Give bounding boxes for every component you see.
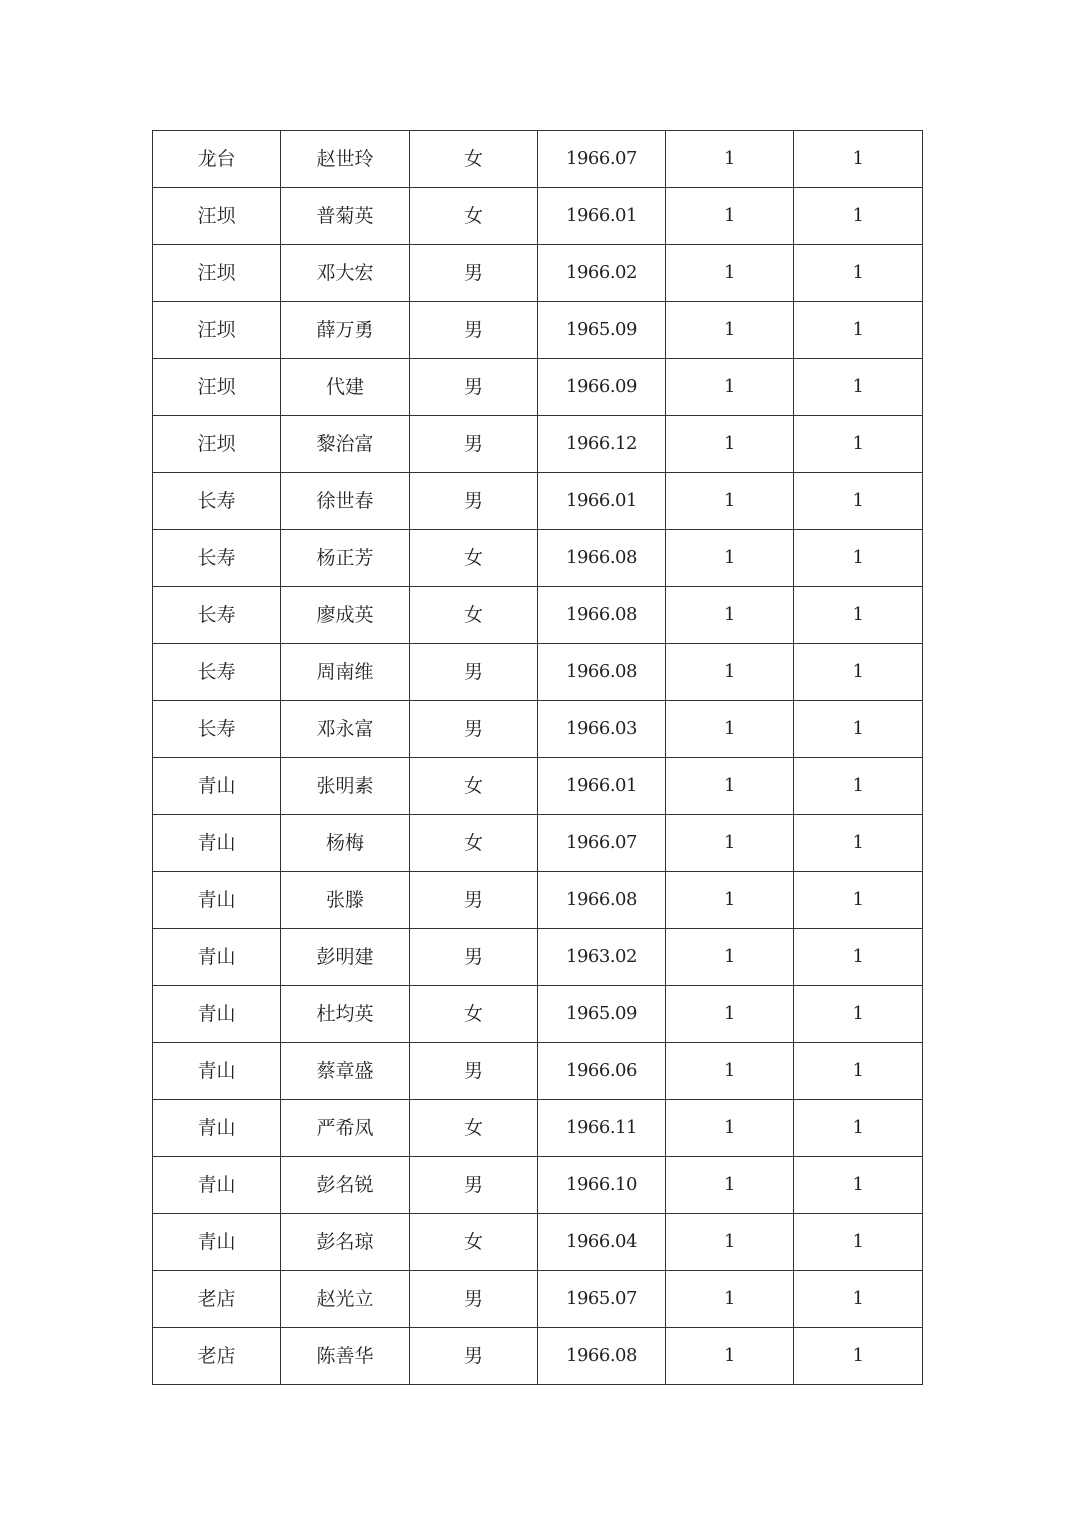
- cell-count-b: 1: [794, 245, 923, 302]
- cell-gender: 男: [410, 1328, 538, 1385]
- cell-birth-date: 1966.08: [538, 587, 666, 644]
- cell-birth-date: 1966.04: [538, 1214, 666, 1271]
- cell-count-a: 1: [666, 587, 794, 644]
- cell-name: 彭名琼: [281, 1214, 410, 1271]
- cell-birth-date: 1963.02: [538, 929, 666, 986]
- cell-birth-date: 1966.07: [538, 131, 666, 188]
- cell-count-b: 1: [794, 587, 923, 644]
- table-row: [153, 359, 923, 416]
- table-row: [153, 1271, 923, 1328]
- cell-gender: 女: [410, 188, 538, 245]
- cell-name: 徐世春: [281, 473, 410, 530]
- cell-name: 赵世玲: [281, 131, 410, 188]
- cell-gender: 男: [410, 644, 538, 701]
- cell-name: 薛万勇: [281, 302, 410, 359]
- cell-township: 长寿: [153, 473, 281, 530]
- cell-gender: 女: [410, 1214, 538, 1271]
- cell-gender: 男: [410, 1271, 538, 1328]
- cell-gender: 男: [410, 1157, 538, 1214]
- cell-count-b: 1: [794, 188, 923, 245]
- table-row: [153, 1157, 923, 1214]
- cell-name: 赵光立: [281, 1271, 410, 1328]
- cell-birth-date: 1966.12: [538, 416, 666, 473]
- cell-count-b: 1: [794, 644, 923, 701]
- table-row: [153, 1100, 923, 1157]
- cell-birth-date: 1966.10: [538, 1157, 666, 1214]
- cell-count-b: 1: [794, 1214, 923, 1271]
- cell-count-a: 1: [666, 644, 794, 701]
- cell-township: 青山: [153, 1214, 281, 1271]
- cell-count-b: 1: [794, 1043, 923, 1100]
- cell-gender: 女: [410, 131, 538, 188]
- cell-birth-date: 1966.08: [538, 872, 666, 929]
- cell-count-b: 1: [794, 701, 923, 758]
- table-row: [153, 245, 923, 302]
- cell-name: 邓永富: [281, 701, 410, 758]
- cell-count-b: 1: [794, 1100, 923, 1157]
- cell-name: 杜均英: [281, 986, 410, 1043]
- table-row: [153, 1214, 923, 1271]
- cell-birth-date: 1965.09: [538, 986, 666, 1043]
- cell-birth-date: 1966.06: [538, 1043, 666, 1100]
- cell-gender: 男: [410, 872, 538, 929]
- cell-gender: 男: [410, 929, 538, 986]
- cell-count-b: 1: [794, 131, 923, 188]
- cell-name: 普菊英: [281, 188, 410, 245]
- cell-name: 邓大宏: [281, 245, 410, 302]
- cell-name: 彭名锐: [281, 1157, 410, 1214]
- cell-township: 青山: [153, 1043, 281, 1100]
- table-row: [153, 701, 923, 758]
- table-row: [153, 986, 923, 1043]
- cell-township: 青山: [153, 1100, 281, 1157]
- cell-township: 青山: [153, 758, 281, 815]
- cell-count-a: 1: [666, 815, 794, 872]
- cell-gender: 女: [410, 758, 538, 815]
- cell-name: 杨梅: [281, 815, 410, 872]
- cell-count-a: 1: [666, 1043, 794, 1100]
- cell-name: 张明素: [281, 758, 410, 815]
- cell-gender: 男: [410, 701, 538, 758]
- cell-township: 汪坝: [153, 188, 281, 245]
- cell-name: 彭明建: [281, 929, 410, 986]
- table-row: [153, 131, 923, 188]
- cell-name: 陈善华: [281, 1328, 410, 1385]
- table-row: [153, 644, 923, 701]
- cell-count-b: 1: [794, 473, 923, 530]
- table-row: [153, 758, 923, 815]
- cell-count-a: 1: [666, 1214, 794, 1271]
- cell-township: 青山: [153, 986, 281, 1043]
- cell-township: 龙台: [153, 131, 281, 188]
- cell-gender: 男: [410, 302, 538, 359]
- cell-birth-date: 1966.01: [538, 758, 666, 815]
- cell-gender: 女: [410, 986, 538, 1043]
- cell-township: 汪坝: [153, 416, 281, 473]
- cell-birth-date: 1965.07: [538, 1271, 666, 1328]
- cell-township: 长寿: [153, 644, 281, 701]
- cell-name: 杨正芳: [281, 530, 410, 587]
- table-row: [153, 1328, 923, 1385]
- cell-name: 黎治富: [281, 416, 410, 473]
- cell-name: 严希凤: [281, 1100, 410, 1157]
- cell-count-a: 1: [666, 131, 794, 188]
- cell-township: 汪坝: [153, 302, 281, 359]
- cell-township: 长寿: [153, 701, 281, 758]
- cell-township: 青山: [153, 1157, 281, 1214]
- cell-gender: 男: [410, 359, 538, 416]
- cell-birth-date: 1966.01: [538, 188, 666, 245]
- cell-township: 青山: [153, 872, 281, 929]
- table-row: [153, 929, 923, 986]
- cell-gender: 男: [410, 416, 538, 473]
- cell-count-a: 1: [666, 245, 794, 302]
- cell-gender: 女: [410, 1100, 538, 1157]
- table-row: [153, 872, 923, 929]
- cell-count-b: 1: [794, 416, 923, 473]
- cell-count-a: 1: [666, 416, 794, 473]
- cell-township: 汪坝: [153, 359, 281, 416]
- cell-birth-date: 1966.09: [538, 359, 666, 416]
- cell-gender: 女: [410, 587, 538, 644]
- cell-count-b: 1: [794, 1271, 923, 1328]
- cell-count-b: 1: [794, 986, 923, 1043]
- cell-township: 老店: [153, 1271, 281, 1328]
- cell-name: 廖成英: [281, 587, 410, 644]
- cell-birth-date: 1966.02: [538, 245, 666, 302]
- cell-count-b: 1: [794, 1157, 923, 1214]
- cell-township: 老店: [153, 1328, 281, 1385]
- cell-count-b: 1: [794, 872, 923, 929]
- cell-birth-date: 1966.01: [538, 473, 666, 530]
- cell-count-a: 1: [666, 530, 794, 587]
- table-row: [153, 530, 923, 587]
- cell-township: 汪坝: [153, 245, 281, 302]
- cell-township: 青山: [153, 929, 281, 986]
- cell-name: 蔡章盛: [281, 1043, 410, 1100]
- cell-count-b: 1: [794, 359, 923, 416]
- cell-birth-date: 1966.08: [538, 644, 666, 701]
- cell-count-a: 1: [666, 1100, 794, 1157]
- cell-count-a: 1: [666, 1328, 794, 1385]
- roster-table-body: [153, 131, 923, 1385]
- cell-township: 长寿: [153, 587, 281, 644]
- table-row: [153, 587, 923, 644]
- cell-gender: 男: [410, 473, 538, 530]
- cell-count-b: 1: [794, 302, 923, 359]
- cell-count-a: 1: [666, 872, 794, 929]
- cell-name: 周南维: [281, 644, 410, 701]
- table-row: [153, 1043, 923, 1100]
- cell-gender: 男: [410, 1043, 538, 1100]
- cell-gender: 女: [410, 815, 538, 872]
- table-row: [153, 188, 923, 245]
- cell-count-b: 1: [794, 1328, 923, 1385]
- cell-count-a: 1: [666, 701, 794, 758]
- roster-table: [152, 130, 923, 1385]
- table-row: [153, 416, 923, 473]
- cell-name: 代建: [281, 359, 410, 416]
- cell-birth-date: 1966.11: [538, 1100, 666, 1157]
- cell-count-a: 1: [666, 1271, 794, 1328]
- cell-birth-date: 1966.08: [538, 1328, 666, 1385]
- cell-name: 张滕: [281, 872, 410, 929]
- cell-gender: 女: [410, 530, 538, 587]
- cell-count-a: 1: [666, 302, 794, 359]
- table-row: [153, 815, 923, 872]
- cell-birth-date: 1966.03: [538, 701, 666, 758]
- cell-gender: 男: [410, 245, 538, 302]
- cell-count-b: 1: [794, 929, 923, 986]
- cell-birth-date: 1966.07: [538, 815, 666, 872]
- cell-count-a: 1: [666, 1157, 794, 1214]
- table-row: [153, 302, 923, 359]
- cell-birth-date: 1966.08: [538, 530, 666, 587]
- cell-count-a: 1: [666, 473, 794, 530]
- cell-count-a: 1: [666, 758, 794, 815]
- cell-count-a: 1: [666, 188, 794, 245]
- cell-birth-date: 1965.09: [538, 302, 666, 359]
- cell-count-b: 1: [794, 815, 923, 872]
- cell-township: 青山: [153, 815, 281, 872]
- cell-count-a: 1: [666, 929, 794, 986]
- cell-count-a: 1: [666, 359, 794, 416]
- table-row: [153, 473, 923, 530]
- cell-count-b: 1: [794, 758, 923, 815]
- cell-count-a: 1: [666, 986, 794, 1043]
- cell-count-b: 1: [794, 530, 923, 587]
- cell-township: 长寿: [153, 530, 281, 587]
